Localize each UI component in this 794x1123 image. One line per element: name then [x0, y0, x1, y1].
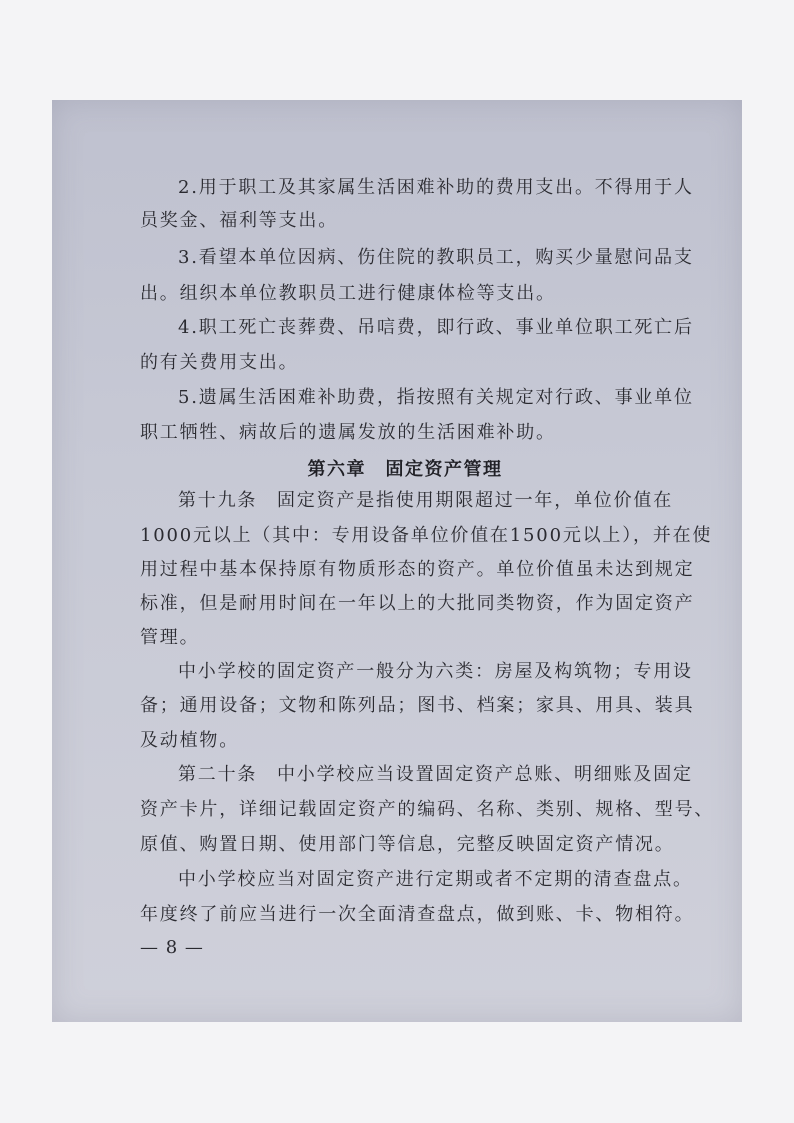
paragraph-line: 年度终了前应当进行一次全面清查盘点，做到账、卡、物相符。 [140, 904, 695, 925]
paragraph-line: 及动植物。 [140, 730, 239, 751]
paragraph-line: 出。组织本单位教职员工进行健康体检等支出。 [140, 283, 556, 304]
paragraph-line: 5.遗属生活困难补助费，指按照有关规定对行政、事业单位 [178, 387, 694, 408]
paragraph-line: 标准，但是耐用时间在一年以上的大批同类物资，作为固定资产 [140, 593, 695, 614]
paragraph-line: 备；通用设备；文物和陈列品；图书、档案；家具、用具、装具 [140, 695, 695, 716]
paragraph-line: 中小学校的固定资产一般分为六类：房屋及构筑物；专用设 [178, 661, 693, 682]
paragraph-line: 职工牺牲、病故后的遗属发放的生活困难补助。 [140, 422, 556, 443]
paragraph-line: 4.职工死亡丧葬费、吊唁费，即行政、事业单位职工死亡后 [178, 317, 694, 338]
paragraph-line: 第十九条 固定资产是指使用期限超过一年，单位价值在 [178, 490, 673, 511]
paragraph-line: 管理。 [140, 627, 200, 648]
paragraph-line: 1000元以上（其中：专用设备单位价值在1500元以上），并在使 [140, 525, 713, 546]
page-number: — 8 — [140, 937, 204, 958]
paragraph-line: 用过程中基本保持原有物质形态的资产。单位价值虽未达到规定 [140, 559, 695, 580]
paragraph-line: 的有关费用支出。 [140, 352, 299, 373]
paragraph-line: 2.用于职工及其家属生活困难补助的费用支出。不得用于人 [178, 177, 694, 198]
paragraph-line: 员奖金、福利等支出。 [140, 210, 338, 231]
paragraph-line: 3.看望本单位因病、伤住院的教职员工，购买少量慰问品支 [178, 247, 694, 268]
paragraph-line: 资产卡片，详细记载固定资产的编码、名称、类别、规格、型号、 [140, 799, 715, 820]
paragraph-line: 中小学校应当对固定资产进行定期或者不定期的清查盘点。 [178, 869, 693, 890]
paragraph-line: 第二十条 中小学校应当设置固定资产总账、明细账及固定 [178, 764, 693, 785]
paragraph-line: 原值、购置日期、使用部门等信息，完整反映固定资产情况。 [140, 834, 675, 855]
chapter-heading: 第六章 固定资产管理 [307, 459, 503, 480]
